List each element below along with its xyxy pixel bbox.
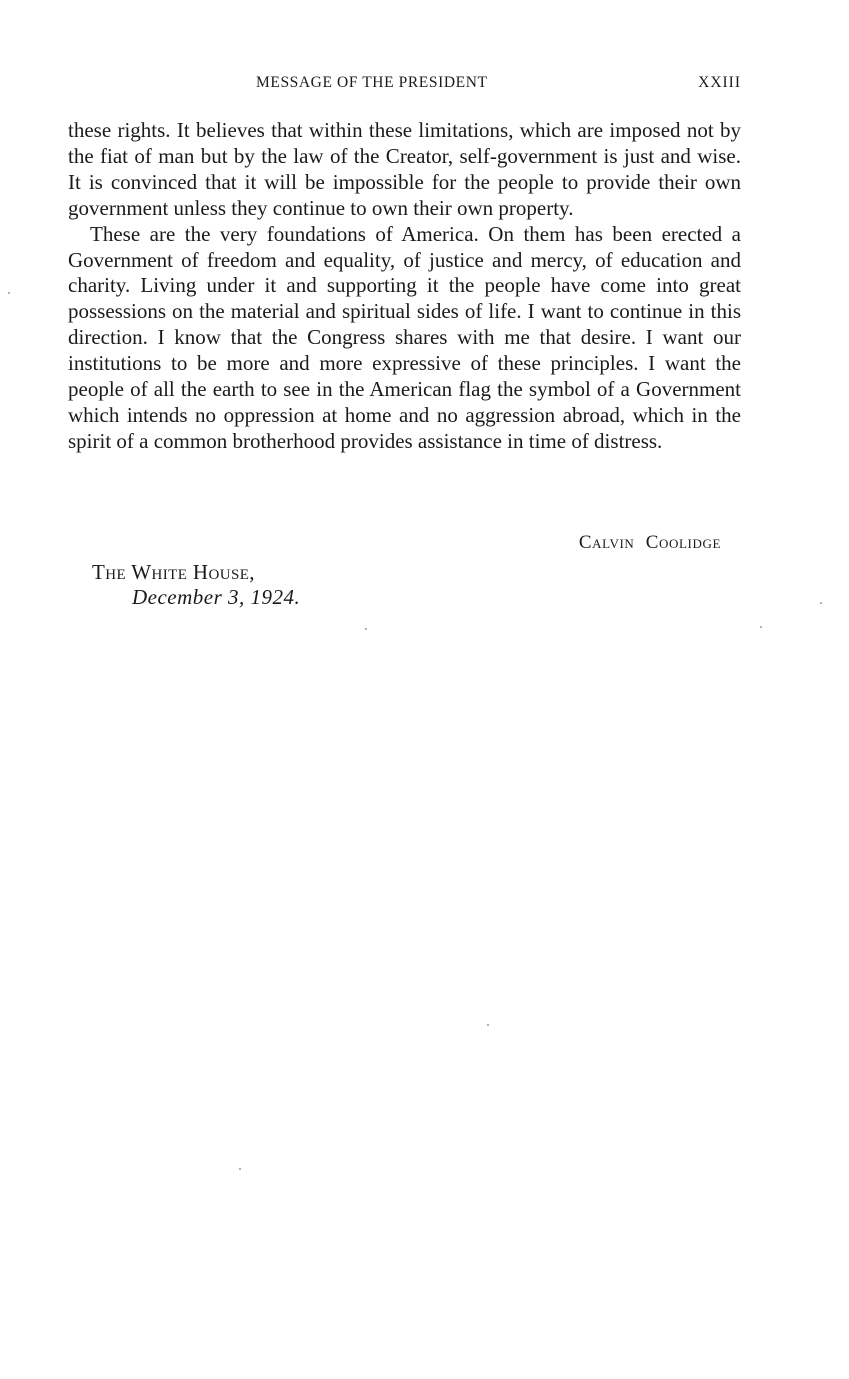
signature: Calvin Coolidge — [578, 532, 721, 553]
paper-speck — [487, 1024, 489, 1026]
paper-speck — [820, 602, 822, 604]
paper-speck — [8, 292, 10, 294]
paragraph-continued: these rights. It believes that within these limitations, which are imposed not by the fiat of man but by the law of the Creator, self-government is just and wise. It is convinced that it will be impossible for the people to provide their own government unless they continue to own their own property. — [68, 118, 741, 220]
place-line: The White House, — [92, 560, 255, 584]
page-number: XXIII — [698, 74, 741, 91]
paper-speck — [760, 626, 762, 628]
header-title: MESSAGE OF THE PRESIDENT — [256, 74, 488, 91]
paragraph-foundations: These are the very foundations of America. On them has been erected a Government of freedom and equality, of justice and mercy, of education and charity. Living under it and supporting it the people have come into great possessions on the material and spiritual sides of life. I want to continue in this direction. I know that the Congress shares with me that desire. I want our institutions to be more and more expressive of these principles. I want the people of all the earth to see in the American flag the symbol of a Government which intends no oppression at home and no aggression abroad, which in the spirit of a common brotherhood provides assistance in time of distress. — [68, 221, 741, 453]
paper-speck — [239, 1168, 241, 1170]
body-text — [68, 118, 741, 455]
running-header — [68, 74, 741, 96]
date-line: December 3, 1924. — [132, 585, 301, 609]
paper-speck — [365, 628, 367, 630]
